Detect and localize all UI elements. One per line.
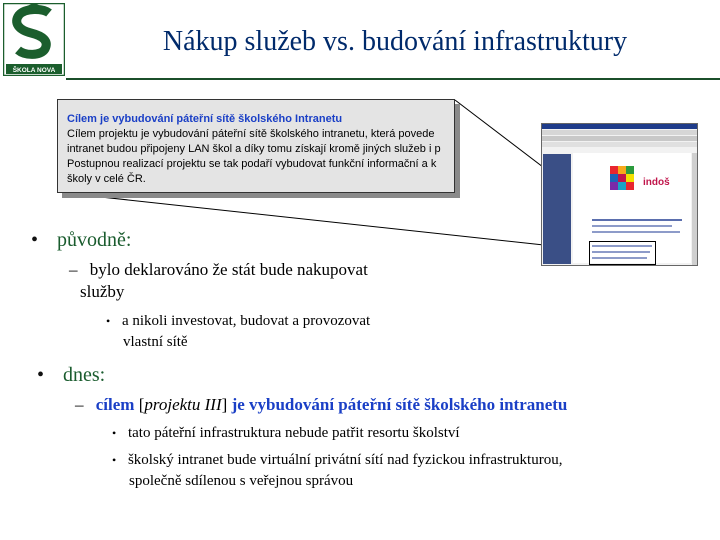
bullet-icon: • (112, 426, 117, 440)
bullet-icon: • (106, 314, 111, 328)
excerpt-line: Postupnou realizací projektu se tak podaří vybudovat funkční informační a k (67, 158, 437, 170)
sub-sub-bullet: • a nikoli investovat, budovat a provozovat vlastní sítě (106, 313, 371, 350)
thumbnail-sidebar (543, 154, 571, 264)
thumbnail-scrollbar (692, 153, 697, 265)
bullet-icon: • (112, 453, 117, 467)
bullet-icon: • (31, 229, 39, 251)
excerpt-line: Cílem projektu je vybudování páteřní sítě školského intranetu, která povede (67, 128, 435, 140)
indos-logo-text: indoš (643, 177, 670, 188)
dash-icon: – (69, 260, 78, 279)
bullet-label: dnes: (63, 364, 106, 386)
bullet-original (31, 229, 131, 252)
sub-bullet-goal: – cílem [projektu III] je vybudování páteřní sítě školského intranetu (75, 395, 568, 414)
excerpt-heading: Cílem je vybudování páteřní sítě školského Intranetu (67, 113, 343, 125)
bullet-today (37, 364, 105, 387)
dash-icon: – (75, 395, 84, 414)
page-title: Nákup služeb vs. budování infrastruktury (162, 26, 628, 57)
svg-text:ŠKOLA NOVA: ŠKOLA NOVA (12, 67, 56, 74)
excerpt-line: školy v celé ČR. (67, 173, 146, 185)
sub-bullet-original: – bylo deklarováno že stát bude nakupovat služby (69, 260, 368, 301)
website-screenshot-thumbnail (541, 123, 698, 266)
highlight-box (589, 241, 656, 265)
sub-sub-bullet: • tato páteřní infrastruktura nebude patřit resortu školství (112, 425, 460, 441)
zoomed-web-excerpt (57, 99, 455, 193)
sub-sub-bullet: • školský intranet bude virtuální privátní sítí nad fyzickou infrastrukturou, společně sdílenou s veřejnou správou (112, 452, 563, 489)
excerpt-line: intranet budou připojeny LAN škol a díky tomu získají kromě jiných služeb i p (67, 143, 441, 155)
bullet-icon: • (37, 364, 45, 386)
bullet-label: původně: (57, 229, 132, 251)
